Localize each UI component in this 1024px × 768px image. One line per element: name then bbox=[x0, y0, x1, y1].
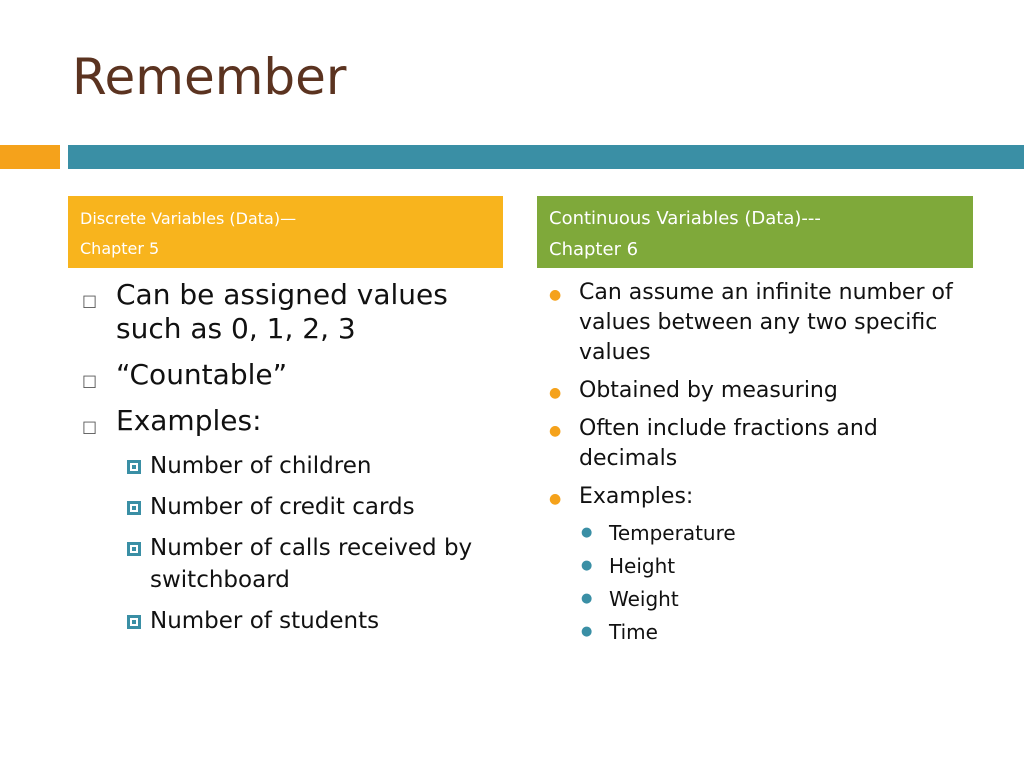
square-bullet-icon bbox=[127, 501, 141, 515]
list-item-text: Examples: bbox=[579, 484, 694, 509]
discrete-header-line2: Chapter 5 bbox=[80, 239, 160, 259]
list-item-text: Often include fractions and decimals bbox=[579, 416, 878, 471]
list-item bbox=[545, 482, 975, 512]
example-item bbox=[545, 520, 975, 546]
list-item bbox=[78, 404, 508, 438]
dot-bullet-icon: ● bbox=[581, 624, 593, 639]
example-text: Weight bbox=[609, 587, 679, 611]
list-item bbox=[78, 358, 508, 392]
list-item-text: Can assume an infinite number of values between any two specific values bbox=[579, 280, 953, 365]
example-item bbox=[545, 586, 975, 612]
hollow-square-bullet-icon: □ bbox=[82, 371, 98, 390]
list-item bbox=[545, 376, 975, 406]
square-bullet-icon bbox=[127, 460, 141, 474]
dot-bullet-icon: ● bbox=[549, 491, 562, 507]
continuous-header-line2: Chapter 6 bbox=[549, 238, 639, 260]
hollow-square-bullet-icon: □ bbox=[82, 417, 98, 436]
dot-bullet-icon: ● bbox=[581, 525, 593, 540]
example-item bbox=[78, 532, 508, 596]
example-text: Number of credit cards bbox=[150, 494, 415, 520]
example-text: Number of calls received by switchboard bbox=[150, 535, 473, 593]
example-item bbox=[78, 491, 508, 523]
list-item-text: “Countable” bbox=[116, 358, 288, 391]
discrete-header bbox=[68, 196, 503, 268]
accent-bar-orange bbox=[0, 145, 60, 169]
square-bullet-icon bbox=[127, 615, 141, 629]
dot-bullet-icon: ● bbox=[549, 385, 562, 401]
example-item bbox=[78, 605, 508, 637]
slide-title: Remember bbox=[72, 48, 347, 106]
continuous-list bbox=[545, 278, 975, 652]
example-text: Number of children bbox=[150, 453, 372, 479]
accent-bar-teal bbox=[68, 145, 1024, 169]
example-text: Time bbox=[609, 620, 658, 644]
hollow-square-bullet-icon: □ bbox=[82, 291, 98, 310]
dot-bullet-icon: ● bbox=[581, 558, 593, 573]
continuous-header-line1: Continuous Variables (Data)--- bbox=[549, 208, 821, 229]
list-item-text: Examples: bbox=[116, 404, 262, 437]
discrete-header-line1: Discrete Variables (Data)— bbox=[80, 209, 297, 228]
example-text: Number of students bbox=[150, 608, 380, 634]
list-item-text: Obtained by measuring bbox=[579, 378, 838, 403]
example-text: Height bbox=[609, 554, 676, 578]
square-bullet-icon bbox=[127, 542, 141, 556]
dot-bullet-icon: ● bbox=[549, 287, 562, 303]
example-item bbox=[545, 553, 975, 579]
example-item bbox=[545, 619, 975, 645]
discrete-list bbox=[78, 278, 508, 646]
dot-bullet-icon: ● bbox=[581, 591, 593, 606]
continuous-header bbox=[537, 196, 973, 268]
example-item bbox=[78, 450, 508, 482]
list-item bbox=[545, 414, 975, 474]
list-item bbox=[78, 278, 508, 346]
list-item bbox=[545, 278, 975, 368]
example-text: Temperature bbox=[609, 521, 736, 545]
list-item-text: Can be assigned values such as 0, 1, 2, 3 bbox=[116, 278, 448, 345]
dot-bullet-icon: ● bbox=[549, 423, 562, 439]
